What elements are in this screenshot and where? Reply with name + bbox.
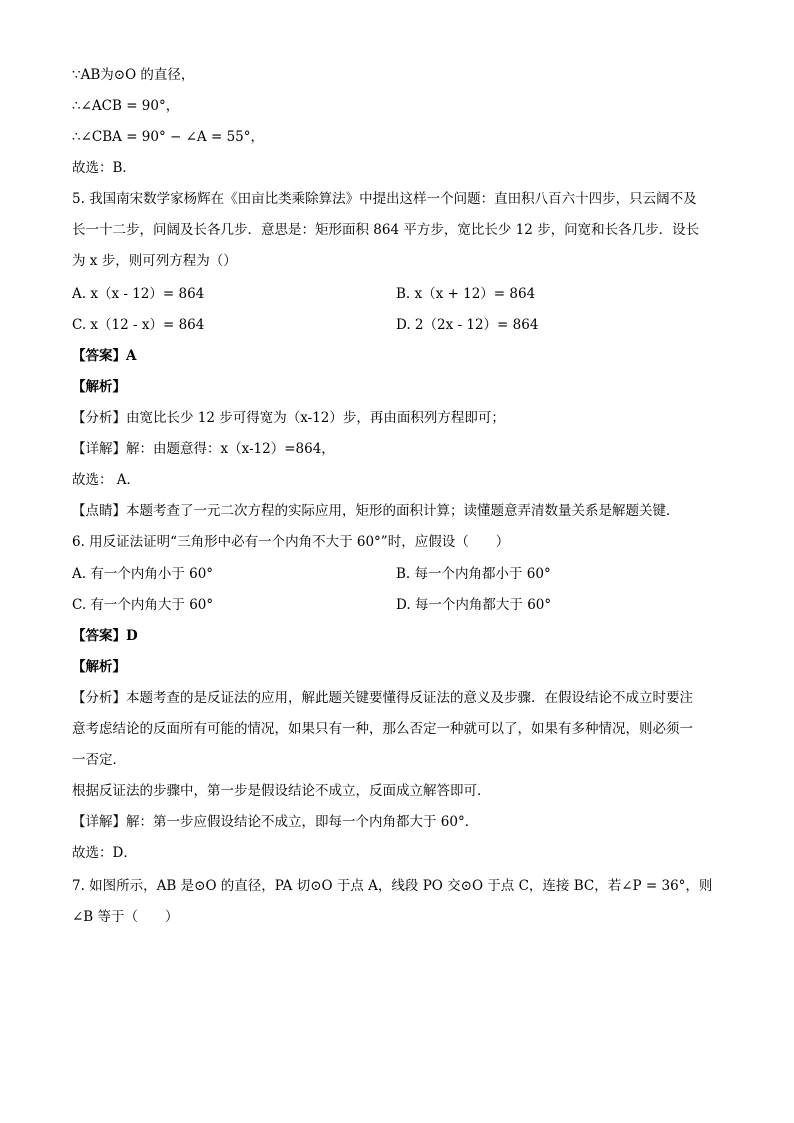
comment-text-5: 【点睛】本题考查了一元二次方程的实际应用，矩形的面积计算；读懂题意弄清数量关系是解题关键． <box>72 503 680 519</box>
answer-label-6: 【答案】D <box>72 628 138 644</box>
solution-line-choice-b: 故选：B． <box>72 160 136 176</box>
analysis-text-6-cont: 意考虑结论的反面所有可能的情况，如果只有一种，那么否定一种就可以了，如果有多种情况，则必须一 <box>72 721 693 737</box>
analysis-label-6: 【解析】 <box>72 659 126 675</box>
question-6-option-b: B. 每一个内角都小于 60° <box>396 566 551 582</box>
question-6-option-d: D. 每一个内角都大于 60° <box>396 597 552 613</box>
solution-line-diameter: ∵AB为⊙O 的直径， <box>72 67 195 83</box>
question-5-text-cont: 长一十二步，问阔及长各几步．意思是：矩形面积 864 平方步，宽比长少 12 步，问宽和长各几步．设长 <box>72 222 700 238</box>
question-5-option-b: B. x（x + 12）= 864 <box>396 286 536 302</box>
question-6-option-c: C. 有一个内角大于 60° <box>72 597 214 613</box>
detail-text-5: 【详解】解：由题意得：x（x-12）=864， <box>72 441 335 457</box>
choice-text-5: 故选： A． <box>72 472 141 488</box>
question-7-text: 7. 如图所示，AB 是⊙O 的直径，PA 切⊙O 于点 A，线段 PO 交⊙O 于点 C，连接 BC，若∠P = 36°，则 <box>72 878 713 894</box>
question-5-option-d: D. 2（2x - 12）= 864 <box>396 317 539 333</box>
method-text-6: 根据反证法的步骤中，第一步是假设结论不成立，反面成立解答即可． <box>72 783 491 799</box>
answer-label-5: 【答案】A <box>72 348 137 364</box>
solution-line-angle-cba: ∴∠CBA = 90° − ∠A = 55°， <box>72 129 264 145</box>
question-5-text: 5. 我国南宋数学家杨辉在《田亩比类乘除算法》中提出这样一个问题：直田积八百六十四步，只云阔不及 <box>72 191 697 207</box>
detail-text-6: 【详解】解：第一步应假设结论不成立，即每一个内角都大于 60°． <box>72 814 479 830</box>
analysis-label-5: 【解析】 <box>72 379 126 395</box>
question-6-text: 6. 用反证法证明“三角形中必有一个内角不大于 60°”时，应假设（ ） <box>72 534 510 550</box>
question-7-text-end: ∠B 等于（ ） <box>72 909 179 925</box>
question-6-option-a: A. 有一个内角小于 60° <box>72 566 214 582</box>
question-5-text-end: 为 x 步，则可列方程为（） <box>72 253 237 269</box>
solution-line-right-angle: ∴∠ACB = 90°， <box>72 98 180 114</box>
analysis-text-6-end: 一否定． <box>72 752 126 768</box>
question-5-option-a: A. x（x - 12）= 864 <box>72 286 205 302</box>
choice-text-6: 故选：D． <box>72 845 137 861</box>
analysis-text-5: 【分析】由宽比长少 12 步可得宽为（x-12）步，再由面积列方程即可； <box>72 410 505 426</box>
analysis-text-6: 【分析】本题考查的是反证法的应用，解此题关键要懂得反证法的意义及步骤．在假设结论不成立时要注 <box>72 690 693 706</box>
question-5-option-c: C. x（12 - x）= 864 <box>72 317 205 333</box>
